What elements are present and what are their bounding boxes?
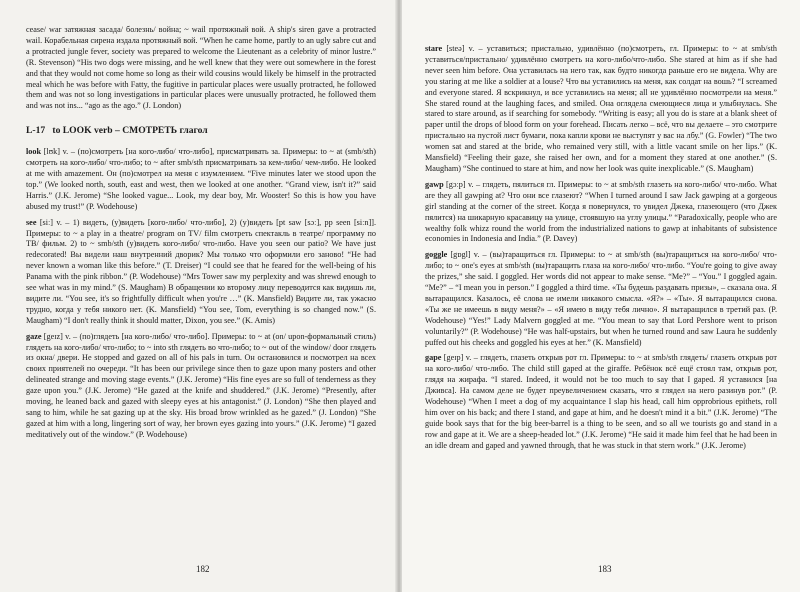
page-number-right: 183 — [598, 564, 612, 574]
entry-gaze — [26, 332, 376, 441]
lesson-subtitle: verb – СМОТРЕТЬ глагол — [93, 125, 208, 137]
entry-gawp — [425, 180, 777, 245]
entry-see — [26, 218, 376, 327]
entry-body: [steə] v. – уставиться; пристально, удивлённо (по)смотреть, гл. Примеры: to ~ at smb/sth уставиться/пристально/ удивлённо смотреть на кого-либо/что-либо. She stared at him as if she had never seen him before. Она уставилась на него так, как будто никогда раньше его не видела. Why are you staring at me like a soldier at a louse? Что вы уставились на меня, как солдат на вошь? “I screamed and everyone stared. Я вскрикнул, и все уставились на меня; all не удивлённо посмотрели на меня.” She stared round at the laughing faces, and smiled. Она оглядела смеющиеся лица и улыбнулась. She stared to stare around, as if searching for somebody. “Writing is easy; all you do is stare at a blank sheet of paper until the drops of blood form on your forehead. Писать легко – всё, что вы делаете – это смотрите пристально на пустой лист бумаги, пока капли крови не выступят у вас на лбу.” (G. Fowler) “The two women sat and stared at the bride, who remained very still, with a little vacant smile on her lips.” (K. Mansfield) “Feeling their gaze, she raised her own, and for a moment they stared at one another.” (S. Maugham) “She continued to stare at him, and now her look was quite inexplicable.” (S. Maugham) — [425, 44, 777, 173]
entry-headword: see — [26, 217, 37, 227]
entry-gape — [425, 353, 777, 451]
entry-headword: gape — [425, 353, 442, 363]
left-page-text — [26, 25, 376, 441]
lesson-heading — [26, 126, 376, 137]
lesson-number: L-17 — [26, 125, 46, 137]
entry-headword: goggle — [425, 250, 448, 260]
entry-body: [siː] v. – 1) видеть, (у)видеть [кого-либо/ что-либо], 2) (у)видеть [pt saw [sɔː], pp seen [siːn]]. Примеры: to ~ a play in a theatre/ program on TV/ film смотреть спектакль в театре/ программу по ТВ/ фильм. 2) to ~ smb/sth (у)видеть кого-либо/ что-либо. Have you seen our patio? We have just redecorated! Вы видели наш внутренний дворик? Мы только что оформили его заново! “He had never known a woman like this before.” (T. Dreiser) “I could see that he feared for the well-being of his Panama with the pink ribbon.” (P. Wodehouse) “Mrs Tower saw my perplexity and was shrewd enough to see what was in my mind.” (S. Maugham) В обращении ко второму лицу переводится как видишь ли, видите ли. “You see, it's so frightfully difficult when you're …” (K. Mansfield) Видите ли, так ужасно трудно, когда у тебя никого нет. (K. Mansfield) “You see, Tom, everything is so changed now.” (S. Maugham) “I don't really think it should matter, Dixon, you see.” (K. Amis) — [26, 217, 377, 325]
entry-look — [26, 147, 376, 212]
entry-goggle — [425, 250, 777, 348]
entry-headword: look — [26, 147, 42, 157]
right-page-text — [425, 44, 777, 452]
lesson-word: to LOOK — [52, 125, 92, 137]
entry-body: [geɪp] v. – глядеть, глазеть открыв рот гл. Примеры: to ~ at smb/sth глядеть/ глазеть открыв рот на кого-либо/ что-либо. The child still gaped at the giraffe. Ребёнок всё ещё стоял там, открыв рот, глядя на жирафа. “I stared. Indeed, it would not be too much to say that I gaped. Я уставился [на Дживса]. На самом деле не будет преувеличением сказать, что я глядел на него разинув рот.” (P. Wodehouse) “When I meet a dog of my acquaintance I slap his head, call him opprobrious epithets, roll him over on his back; and there I stand, and gape at him, and he doesn't mind it a bit.” (J.K. Jerome) “The guide book says that for the big beer-barrel is a thing to be seen, and so all we tourists go and stand in a row and gape at it. We are a sheep-headed lot.” (J.K. Jerome) “He said it made him feel that he had been in an idle dream and gaped and yawned through, that he was stuck in that stern work.” (J.K. Jerome) — [425, 353, 777, 450]
left-page — [0, 0, 397, 592]
entry-body: [gɔːp] v. – глядеть, пялиться гл. Примеры: to ~ at smb/sth глазеть на кого-либо/ что-либо. What are they all gawping at? Что они все глазеют? “When I turned around I saw Jack gawping at a gorgeous girl standing at the corner of the street. Когда я повернулся, то увидел Джека, глазеющего (что Джек пялится) на шикарную красавицу на улице, стоявшую на углу улицы.” “Paradoxically, people who are wealthy folk whizz round the world from the industrialized nations to gawp at inhabitants of subsistence economies in Indonesia and India.” (P. Davey) — [425, 179, 778, 244]
entry-headword: stare — [425, 44, 443, 53]
entry-stare — [425, 44, 777, 175]
entry-headword: gawp — [425, 179, 444, 189]
continuation-paragraph: cease/ war затяжная засада/ болезнь/ война; ~ wail протяжный вой. A ship's siren gave a protracted wail. Корабельная сирена издала протяжный вой. “When he came home, partly to an ugly sabre cut and a protracted jungle fever, society was prepared to welcome the Lieutenant as a celebrity of minor lustre.” (R. Stevenson) “His two dogs were missing, and he well knew that they were out somewhere in the forest and that they would not come home so long as their wild cousins would likely be himself in the protracted meal which he was before with Fatty, the fugitive in particular places were usually protracted, he followed them and was not so long investigations in particular places were unusually protracted, he followed them and was not ins... “ago as the ago.” (J. London) — [26, 25, 376, 111]
page-number-left: 182 — [196, 564, 210, 574]
entry-body: [lʊk] v. – (по)смотреть [на кого-либо/ что-либо], присматривать за. Примеры: to ~ at (smb/sth) смотреть на кого-либо/ что-либо; to ~ after smb/sth присматривать за кем-либо/ чем-либо. He looked at me with amazement. Он (по)смотрел на меня с изумлением. “Five minutes later we stood upon the top.” (We looked north, south, east and west, then we looked at one another. “Grand view, isn't it?” said Harris.” (J.K. Jerome) “She looked vague... Look, my dear boy, Mr. Wooster! So this is how you have abused my trust!” (P. Wodehouse) — [26, 147, 376, 211]
entry-body: [geɪz] v. – (по)глядеть [на кого-либо/ что-либо]. Примеры: to ~ at (on/ upon-формальный стиль) глядеть на кого-либо/ что-либо; to ~ into sth глядеть во что-либо; to ~ out of the window/ door глядеть из окна/ двери. He stopped and gazed on all of his pals in turn. Он остановился и посмотрел на всех своих приятелей по очереди. “It has been our privilege since then to gaze upon many posters and other delineated strange and moving stage events.” (J.K. Jerome) “His fine eyes are so full of tenderness as they gaze upon you.” (J.K. Jerome) “He gazed at the knife and shuddered.” (J.K. Jerome) “Presently, after moving, he leaned back and gazed with sleepy eyes at his antagonist.” (J. London) “She then played and sang to him, while he sat gazing up at the sky. His broad brow wrinkled as he gazed.” (J. London) “She gazed at him with a long, lingering sort of way, her brown eyes gazing into yours.” (J.K. Jerome) “I gazed meditatively out of the window.” (P. Wodehouse) — [26, 331, 376, 439]
entry-body: [gɒgl] v. – (вы)таращиться гл. Примеры: to ~ at smb/sth (вы)таращиться на кого-либо/ что-либо; to ~ one's eyes at smb/sth (вы)таращить глаза на кого-либо/ что-либо. “You're going to give away the prizes,” she said. I goggled. Her words did not appear to make sense. “Me?” – “You.” I goggled again. “Me?” – “I mean you in person.” I goggled a third time. «Ты будешь раздавать призы», – сказала она. Я вытаращился. Казалось, её слова не имели никакого смысла. «Я?» – «Ты». Я вытаращился снова. «Ты же не имеешь в виду меня?» – «Я имею в виду тебя лично». Я вытаращился в третий раз. (P. Wodehouse) “Yes!” Lady Malvern goggled at me. “You mean to say that Lord Pershore went to prison voluntarily?” (P. Wodehouse) “He was half-upstairs, but when he turned round and saw Laura he suddenly puffed out his cheeks and goggled his eyes at her.” (K. Mansfield) — [425, 250, 777, 347]
entry-headword: gaze — [26, 331, 42, 341]
right-page — [402, 0, 800, 592]
